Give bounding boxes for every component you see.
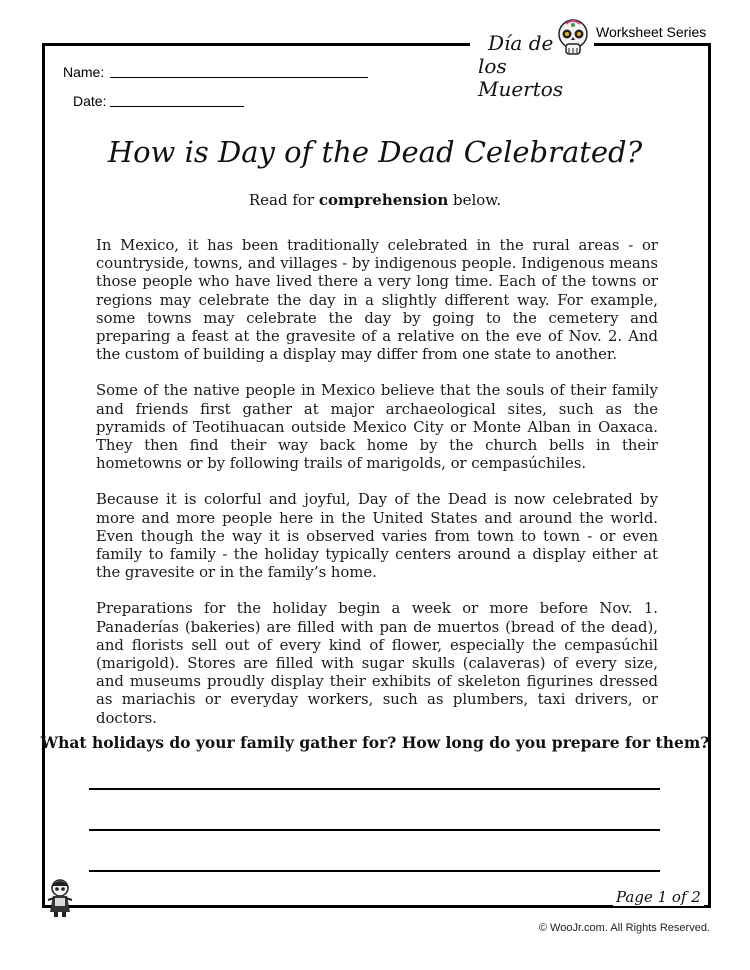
brand-title-line-1: Día de bbox=[488, 31, 554, 55]
name-field[interactable] bbox=[110, 77, 368, 78]
worksheet-series-label: Worksheet Series bbox=[592, 24, 710, 40]
paragraph: Some of the native people in Mexico believe that the souls of their family and friends first gather at major archaeological sites, such as the pyramids of Teotihuacan outside Mexico City or Monte Alban in Oaxaca. They then find their way back home by the church bells in their hometowns or by following trails of marigolds, or cempasúchiles. bbox=[96, 382, 658, 473]
instruction-prefix: Read for bbox=[248, 191, 319, 209]
date-field[interactable] bbox=[110, 106, 244, 107]
date-label: Date: bbox=[73, 93, 107, 109]
kid-costume-icon bbox=[45, 878, 75, 918]
answer-line-2[interactable] bbox=[89, 829, 660, 831]
name-label: Name: bbox=[63, 64, 105, 80]
sugar-skull-icon bbox=[556, 18, 590, 58]
comprehension-question: What holidays do your family gather for? How long do you prepare for them? bbox=[40, 733, 710, 752]
brand-title-line-2: los Muertos bbox=[478, 54, 564, 101]
paragraph: Because it is colorful and joyful, Day of the Dead is now celebrated by more and more people here in the United States and around the world. Even though the way it is observed varies from town to town - or even family to family - the holiday typically centers around a display either at the gravesite or in the family’s home. bbox=[96, 491, 658, 582]
answer-line-3[interactable] bbox=[89, 870, 660, 872]
reading-passage bbox=[96, 237, 658, 746]
instruction-text bbox=[0, 191, 750, 209]
answer-line-1[interactable] bbox=[89, 788, 660, 790]
paragraph: In Mexico, it has been traditionally celebrated in the rural areas - or countryside, towns, and villages - by indigenous people. Indigenous means those people who have lived there a very long time. Each of the towns or regions may celebrate the day in a slightly different way. For example, some towns may celebrate the day by going to the cemetery and preparing a feast at the gravesite of a relative on the eve of Nov. 2. And the custom of building a display may differ from one state to another. bbox=[96, 237, 658, 364]
page-number: Page 1 of 2 bbox=[613, 888, 704, 906]
brand-logo bbox=[470, 18, 594, 101]
instruction-suffix: below. bbox=[448, 191, 502, 209]
paragraph: Preparations for the holiday begin a week or more before Nov. 1. Panaderías (bakeries) are filled with pan de muertos (bread of the dead), and florists sell out of every kind of flower, especially the cempasúchil (marigold). Stores are filled with sugar skulls (calaveras) of every size, and museums proudly display their exhibits of skeleton figurines dressed as mariachis or everyday workers, such as plumbers, taxi drivers, or doctors. bbox=[96, 600, 658, 727]
copyright-notice: © WooJr.com. All Rights Reserved. bbox=[538, 922, 710, 934]
instruction-emphasis: comprehension bbox=[318, 191, 449, 209]
page-title: How is Day of the Dead Celebrated? bbox=[107, 135, 643, 169]
